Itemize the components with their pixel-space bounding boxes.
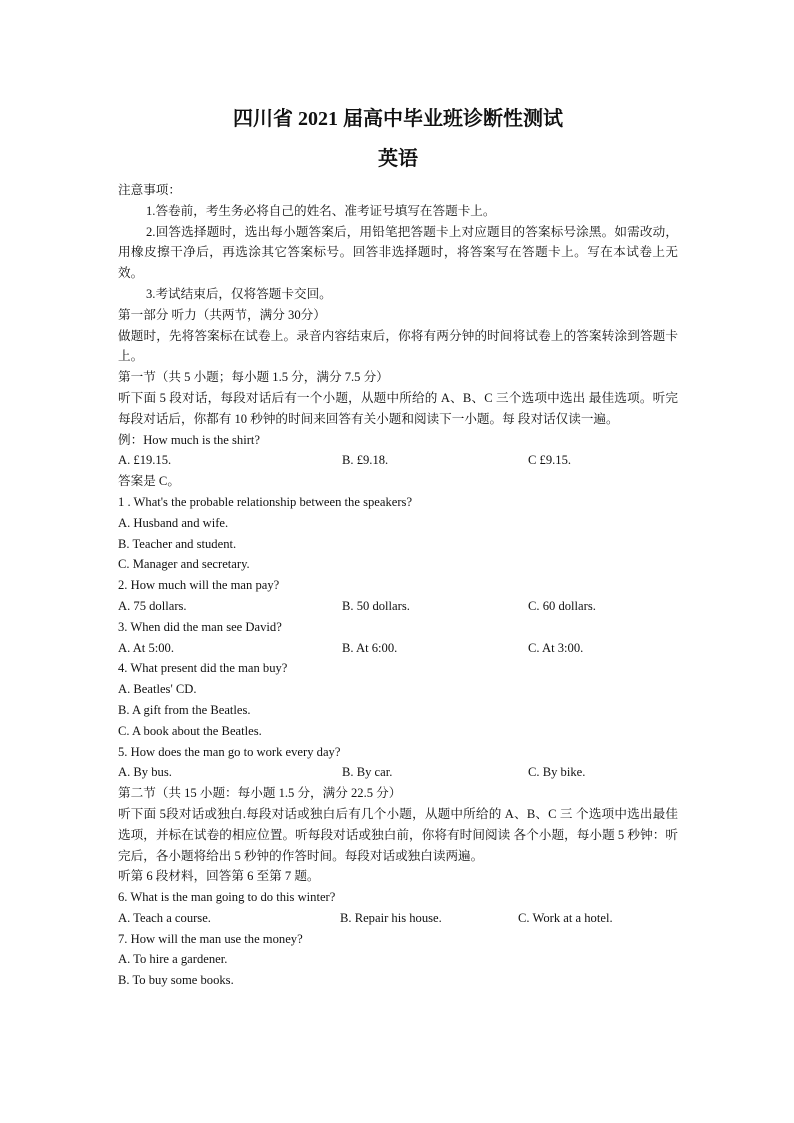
option-c: C. At 3:00. bbox=[528, 640, 584, 655]
option-b: B. By car. bbox=[342, 765, 393, 780]
option-c: C. A book about the Beatles. bbox=[118, 723, 262, 738]
option-c: C. 60 dollars. bbox=[528, 598, 596, 613]
question-4: 4. What present did the man buy? bbox=[118, 661, 288, 676]
option-b: B. Repair his house. bbox=[340, 910, 442, 925]
option-c: C £9.15. bbox=[528, 453, 572, 468]
question-3: 3. When did the man see David? bbox=[118, 619, 282, 634]
option-c: C. Work at a hotel. bbox=[518, 910, 613, 925]
exam-page bbox=[118, 104, 678, 991]
exam-title: 四川省 2021 届高中毕业班诊断性测试 bbox=[233, 108, 563, 130]
question-6-options bbox=[118, 908, 678, 929]
notice-item-3: 3.考试结束后，仅将答题卡交回。 bbox=[146, 286, 332, 301]
option-b: B. A gift from the Beatles. bbox=[118, 702, 251, 717]
question-5: 5. How does the man go to work every day? bbox=[118, 744, 341, 759]
question-2: 2. How much will the man pay? bbox=[118, 578, 280, 593]
example-question: 例：How much is the shirt? bbox=[118, 432, 261, 447]
question-7: 7. How will the man use the money? bbox=[118, 931, 303, 946]
part1-heading: 第一部分 听力（共两节，满分 30分） bbox=[118, 307, 326, 322]
question-3-options bbox=[118, 638, 678, 659]
question-5-options bbox=[118, 762, 678, 783]
section2-heading: 第二节（共 15 小题：每小题 1.5 分，满分 22.5 分） bbox=[118, 786, 402, 801]
option-b: B. 50 dollars. bbox=[342, 598, 410, 613]
example-answer: 答案是 C。 bbox=[118, 474, 180, 489]
exam-subject: 英语 bbox=[378, 148, 418, 170]
option-a: A. To hire a gardener. bbox=[118, 952, 228, 967]
notice-item-2: 2.回答选择题时，选出每小题答案后，用铅笔把答题卡上对应题目的答案标号涂黑。如需改动，用橡皮擦干净后，再选涂其它答案标号。回答非选择题时，将答案写在答题卡上。写在本试卷上无效。 bbox=[118, 224, 678, 281]
question-2-options bbox=[118, 596, 678, 617]
option-c: C. Manager and secretary. bbox=[118, 557, 250, 572]
question-1: 1 . What's the probable relationship between the speakers? bbox=[118, 494, 413, 509]
option-c: C. By bike. bbox=[528, 765, 586, 780]
option-b: B. To buy some books. bbox=[118, 973, 234, 988]
option-b: B. Teacher and student. bbox=[118, 536, 237, 551]
option-a: A. Husband and wife. bbox=[118, 515, 229, 530]
section1-instruction: 听下面 5 段对话，每段对话后有一个小题，从题中所给的 A、B、C 三个选项中选出 最佳选项。听完每段对话后，你都有 10 秒钟的时间来回答有关小题和阅读下一小题。每 段对话仅读一遍。 bbox=[118, 390, 678, 426]
notice-heading: 注意事项： bbox=[118, 183, 181, 197]
section2-instruction: 听下面 5段对话或独白.每段对话或独白后有几个小题，从题中所给的 A、B、C 三 个选项中选出最佳选项，并标在试卷的相应位置。听每段对话或独白前，你将有时间阅读 各个小题，每小题 5 秒钟：听完后，各小题将给出 5 秒钟的作答时间。每段对话或独白读两遍。 bbox=[118, 806, 678, 863]
section1-heading: 第一节（共 5 小题；每小题 1.5 分，满分 7.5 分） bbox=[118, 370, 389, 385]
material-6-note: 听第 6 段材料，回答第 6 至第 7 题。 bbox=[118, 869, 320, 884]
option-a: A. By bus. bbox=[118, 765, 172, 780]
option-a: A. Teach a course. bbox=[118, 910, 211, 925]
option-a: A. 75 dollars. bbox=[118, 598, 187, 613]
option-a: A. At 5:00. bbox=[118, 640, 174, 655]
option-b: B. £9.18. bbox=[342, 453, 389, 468]
question-6: 6. What is the man going to do this winter? bbox=[118, 890, 336, 905]
notice-item-1: 1.答卷前，考生务必将自己的姓名、准考证号填写在答题卡上。 bbox=[146, 203, 496, 218]
part1-instruction: 做题时，先将答案标在试卷上。录音内容结束后，你将有两分钟的时间将试卷上的答案转涂到答题卡上。 bbox=[118, 328, 678, 364]
example-options bbox=[118, 450, 678, 471]
option-a: A. Beatles' CD. bbox=[118, 682, 197, 697]
option-b: B. At 6:00. bbox=[342, 640, 398, 655]
option-a: A. £19.15. bbox=[118, 453, 172, 468]
